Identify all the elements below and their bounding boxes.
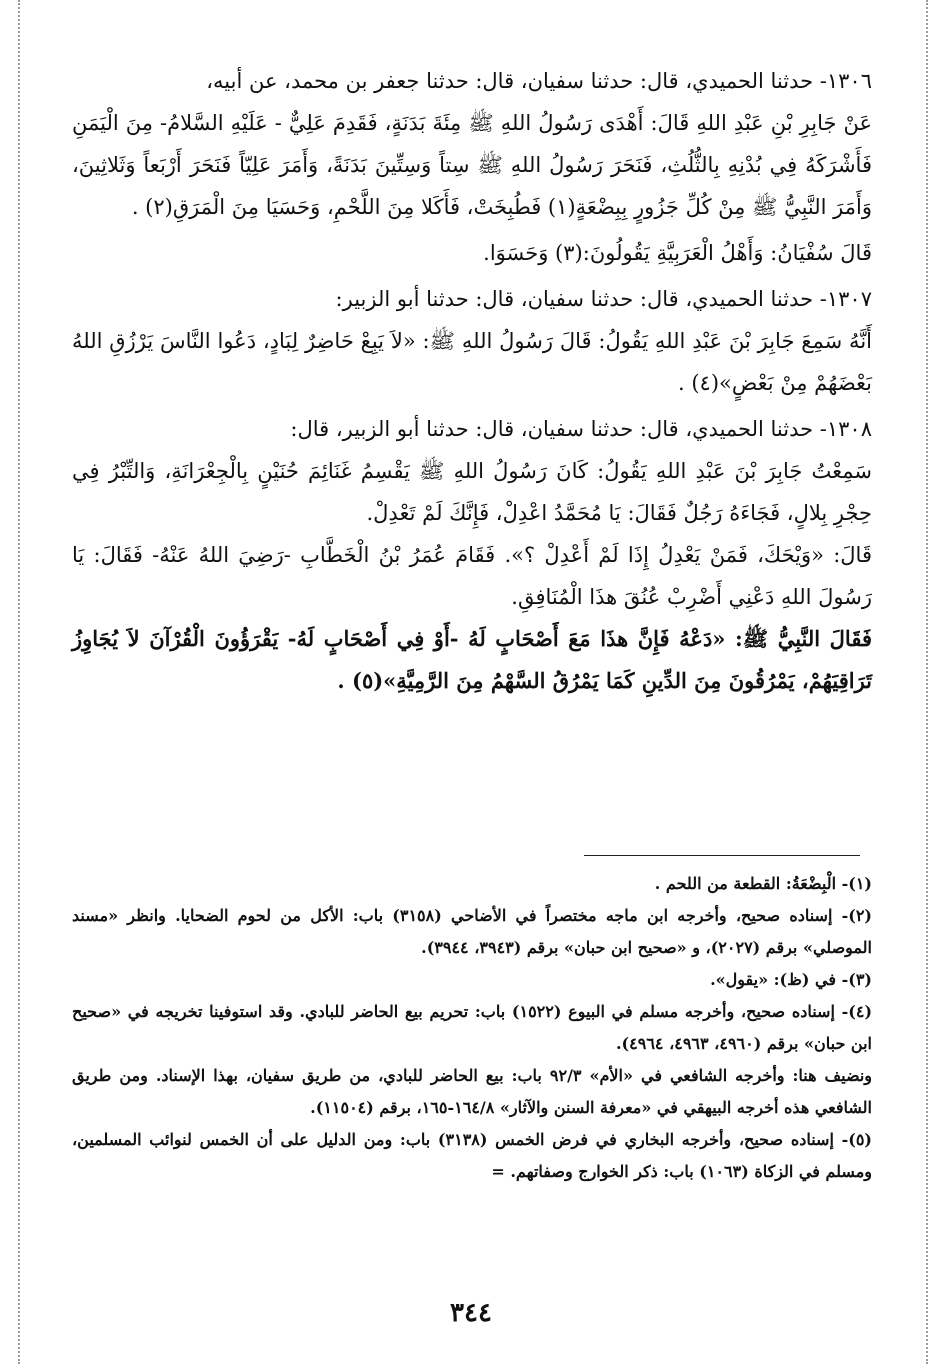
- hadith-1308-matn-2: قَالَ: «وَيْحَكَ، فَمَنْ يَعْدِلُ إِذَا لَمْ أَعْدِلْ ؟». فَقَامَ عُمَرُ بْنُ الْخَطَّابِ -رَضِيَ اللهُ عَنْهُ- فَقَالَ: يَا رَسُولَ اللهِ دَعْنِي أَضْرِبْ عُنُقَ هذَا الْمُنَافِقِ.: [72, 543, 872, 609]
- hadith-body: [72, 56, 872, 702]
- scan-edge-left: [18, 0, 20, 1364]
- scan-edge-right: [926, 0, 928, 1364]
- footnote-divider: [584, 855, 860, 856]
- hadith-1308-matn-1: سَمِعْتُ جَابِرَ بْنَ عَبْدِ اللهِ يَقُولُ: كَانَ رَسُولُ اللهِ ﷺ يَقْسِمُ غَنَائِمَ حُنَيْنٍ بِالْجِعْرَانَةِ، وَالتِّبْرُ فِي حِجْرِ بِلالٍ، فَجَاءَهُ رَجُلٌ فَقَالَ: يَا مُحَمَّدُ اعْدِلْ، فَإِنَّكَ لَمْ تَعْدِلْ.: [72, 459, 872, 525]
- footnote-4-continued: ونضيف هنا: وأخرجه الشافعي في «الأم» ٩٢/٣ باب: بيع الحاضر للبادي، من طريق سفيان، بهذا الإسناد. ومن طريق الشافعي هذه أخرجه البيهقي في «معرفة السنن والآثار» ١٦٤/٨-١٦٥، برقم (١١٥٠٤).: [72, 1066, 873, 1117]
- sufyan-remark: قَالَ سُفْيَانُ: وَأَهْلُ الْعَرَبِيَّةِ يَقُولُونَ:(٣) وَحَسَوَا.: [483, 241, 872, 265]
- hadith-1307-isnad: ١٣٠٧- حدثنا الحميدي، قال: حدثنا سفيان، قال: حدثنا أبو الزبير:: [335, 287, 872, 311]
- hadith-1306-isnad: ١٣٠٦- حدثنا الحميدي، قال: حدثنا سفيان، قال: حدثنا جعفر بن محمد، عن أبيه،: [206, 69, 872, 93]
- footnote-5: (٥)- إسناده صحيح، وأخرجه البخاري في فرض الخمس (٣١٣٨) باب: ومن الدليل على أن الخمس لنوائب المسلمين، ومسلم في الزكاة (١٠٦٣) باب: ذكر الخوارج وصفاتهم. =: [72, 1130, 872, 1181]
- footnote-1: (١)- الْبِضْعَةُ: القطعة من اللحم .: [654, 874, 872, 893]
- hadith-1306-matn: عَنْ جَابِرِ بْنِ عَبْدِ اللهِ قَالَ: أَهْدَى رَسُولُ اللهِ ﷺ مِئَةَ بَدَنَةٍ، فَقَدِمَ عَلِيٌّ - عَلَيْهِ السَّلامُ- مِنَ الْيَمَنِ فَأَشْرَكَهُ فِي بُدْنِهِ بِالثُّلُثِ، فَنَحَرَ رَسُولُ اللهِ ﷺ سِتاً وَسِتِّينَ بَدَنَةً، وَأَمَرَ عَلِيّاً فَنَحَرَ أَرْبَعاً وَثَلاثِينَ، وَأَمَرَ النَّبِيُّ ﷺ مِنْ كُلِّ جَزُورٍ بِبِضْعَةٍ(١) فَطُبِخَتْ، فَأَكَلا مِنَ اللَّحْمِ، وَحَسَيَا مِنَ الْمَرَقِ(٢) .: [72, 111, 873, 219]
- hadith-1308-matn-3: فَقَالَ النَّبِيُّ ﷺ: «دَعْهُ فَإِنَّ هذَا مَعَ أَصْحَابٍ لَهُ -أَوْ فِي أَصْحَابٍ لَهُ- يَقْرَؤُونَ الْقُرْآنَ لاَ يُجَاوِزُ تَرَاقِيَهُمْ، يَمْرُقُونَ مِنَ الدِّينِ كَمَا يَمْرُقُ السَّهْمُ مِنَ الرَّمِيَّةِ»(٥) .: [72, 626, 872, 693]
- footnote-2: (٢)- إسناده صحيح، وأخرجه ابن ماجه مختصراً في الأضاحي (٣١٥٨) باب: الأكل من لحوم الضحايا. وانظر «مسند الموصلي» برقم (٢٠٢٧)، و «صحيح ابن حبان» برقم (٣٩٤٣، ٣٩٤٤).: [72, 906, 872, 957]
- footnote-4: (٤)- إسناده صحيح، وأخرجه مسلم في البيوع (١٥٢٢) باب: تحريم بيع الحاضر للبادي. وقد استوفينا تخريجه في «صحيح ابن حبان» برقم (٤٩٦٠، ٤٩٦٣، ٤٩٦٤).: [72, 1002, 873, 1053]
- footnotes: [72, 868, 872, 1188]
- hadith-1308-isnad: ١٣٠٨- حدثنا الحميدي، قال: حدثنا سفيان، قال: حدثنا أبو الزبير، قال:: [290, 417, 872, 441]
- footnote-3: (٣)- في (ظ): «يقول».: [710, 970, 872, 989]
- hadith-1307-matn: أَنَّهُ سَمِعَ جَابِرَ بْنَ عَبْدِ اللهِ يَقُولُ: قَالَ رَسُولُ اللهِ ﷺ: «لاَ يَبِعْ حَاضِرٌ لِبَادٍ، دَعُوا النَّاسَ يَرْزُقِ اللهُ بَعْضَهُمْ مِنْ بَعْضٍ»(٤) .: [72, 329, 872, 395]
- page-number: ٣٤٤: [450, 1298, 492, 1328]
